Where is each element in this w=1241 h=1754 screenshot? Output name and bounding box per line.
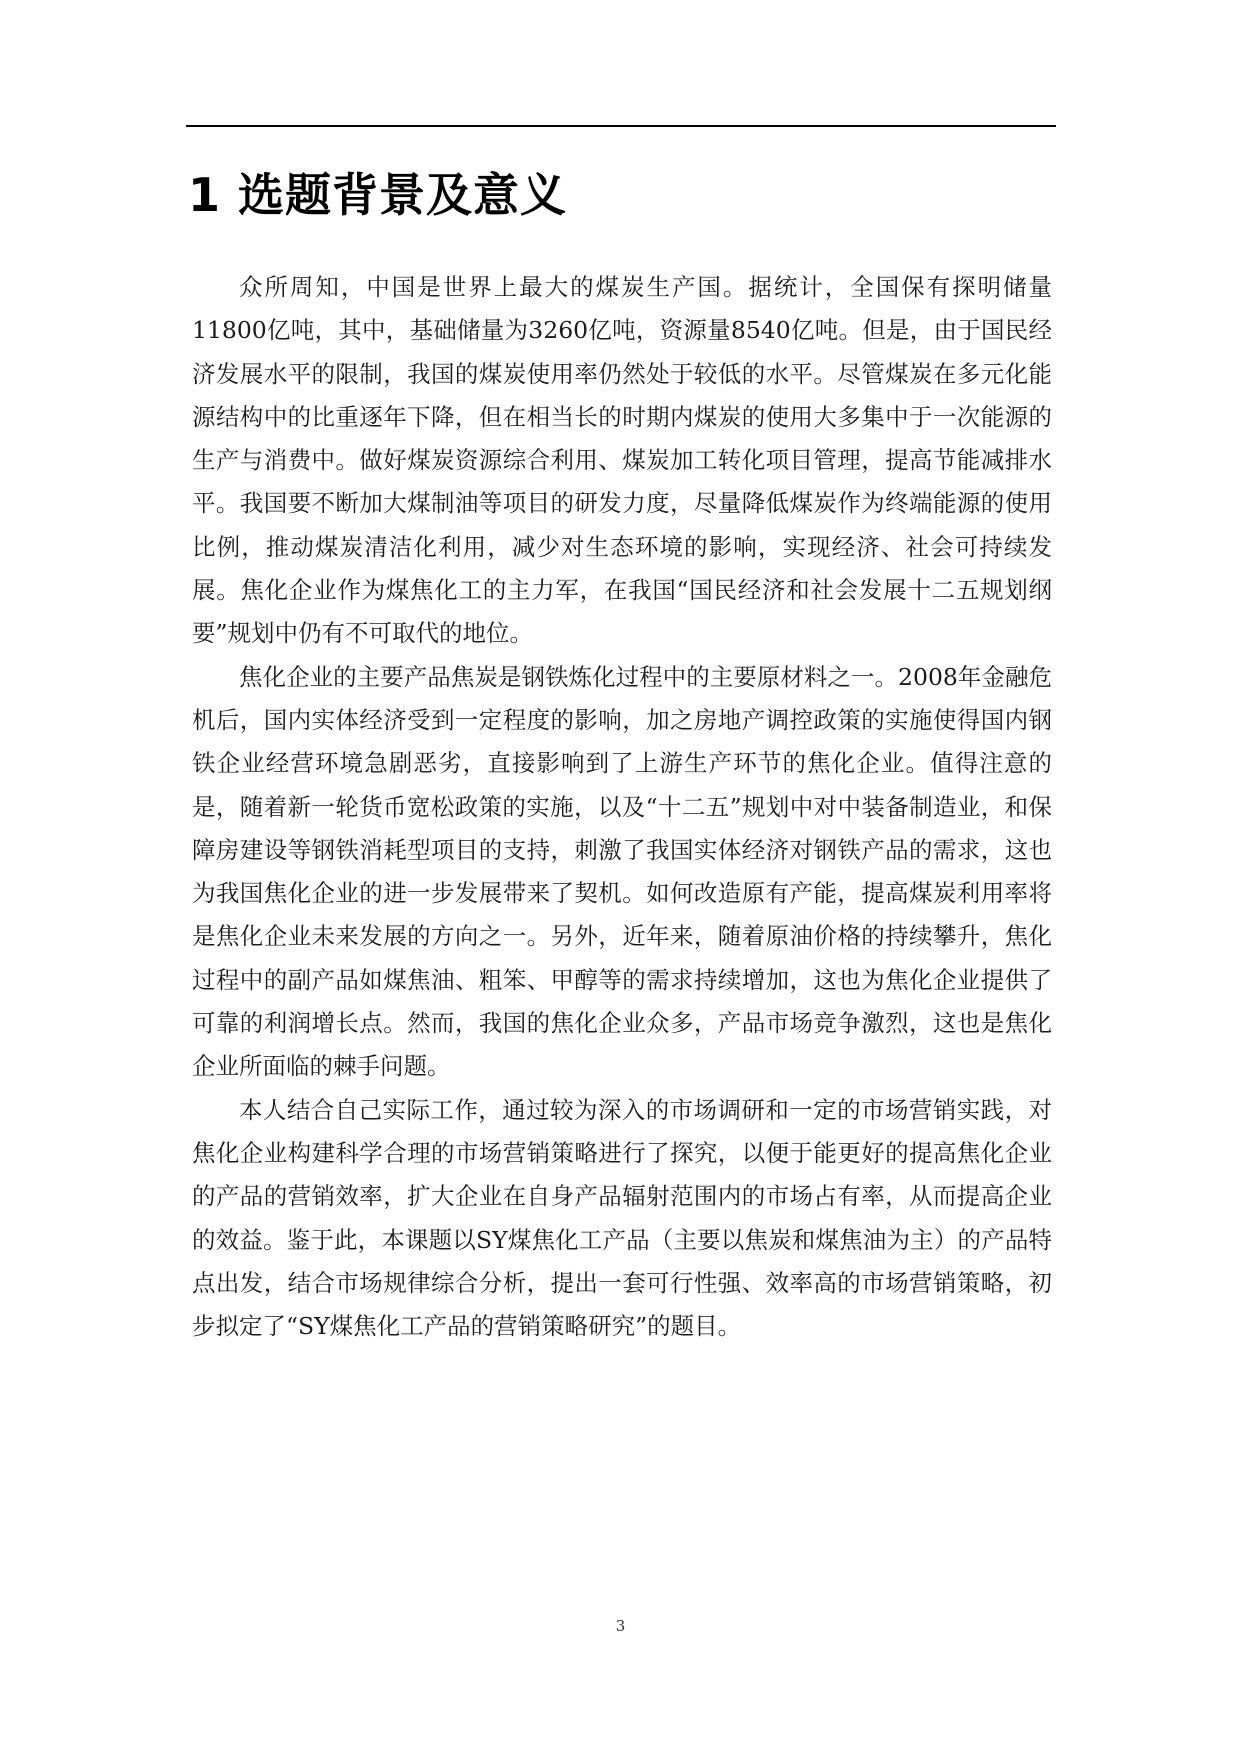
paragraph: 众所周知，中国是世界上最大的煤炭生产国。据统计，全国保有探明储量11800亿吨，其中，基础储量为3260亿吨，资源量8540亿吨。但是，由于国民经济发展水平的限制，我国的煤炭使用率仍然处于较低的水平。尽管煤炭在多元化能源结构中的比重逐年下降，但在相当长的时期内煤炭的使用大多集中于一次能源的生产与消费中。做好煤炭资源综合利用、煤炭加工转化项目管理，提高节能减排水平。我国要不断加大煤制油等项目的研发力度，尽量降低煤炭作为终端能源的使用比例，推动煤炭清洁化利用，减少对生态环境的影响，实现经济、社会可持续发展。焦化企业作为煤焦化工的主力军，在我国“国民经济和社会发展十二五规划纲要”规划中仍有不可取代的地位。 — [192, 273, 1052, 648]
header-rule — [186, 125, 1056, 127]
body-text — [192, 266, 1052, 1348]
paragraph: 焦化企业的主要产品焦炭是钢铁炼化过程中的主要原材料之一。2008年金融危机后，国内实体经济受到一定程度的影响，加之房地产调控政策的实施使得国内钢铁企业经营环境急剧恶劣，直接影响到了上游生产环节的焦化企业。值得注意的是，随着新一轮货币宽松政策的实施，以及“十二五”规划中对中装备制造业，和保障房建设等钢铁消耗型项目的支持，刺激了我国实体经济对钢铁产品的需求，这也为我国焦化企业的进一步发展带来了契机。如何改造原有产能，提高煤炭利用率将是焦化企业未来发展的方向之一。另外，近年来，随着原油价格的持续攀升，焦化过程中的副产品如煤焦油、粗笨、甲醇等的需求持续增加，这也为焦化企业提供了可靠的利润增长点。然而，我国的焦化企业众多，产品市场竞争激烈，这也是焦化企业所面临的棘手问题。 — [192, 662, 1052, 1081]
chapter-title: 1 选题背景及意义 — [188, 168, 568, 222]
paragraph: 本人结合自己实际工作，通过较为深入的市场调研和一定的市场营销实践，对焦化企业构建科学合理的市场营销策略进行了探究，以便于能更好的提高焦化企业的产品的营销效率，扩大企业在自身产品辐射范围内的市场占有率，从而提高企业的效益。鉴于此，本课题以SY煤焦化工产品（主要以焦炭和煤焦油为主）的产品特点出发，结合市场规律综合分析，提出一套可行性强、效率高的市场营销策略，初步拟定了“SY煤焦化工产品的营销策略研究”的题目。 — [192, 1095, 1052, 1341]
page-number: 3 — [615, 1617, 626, 1635]
